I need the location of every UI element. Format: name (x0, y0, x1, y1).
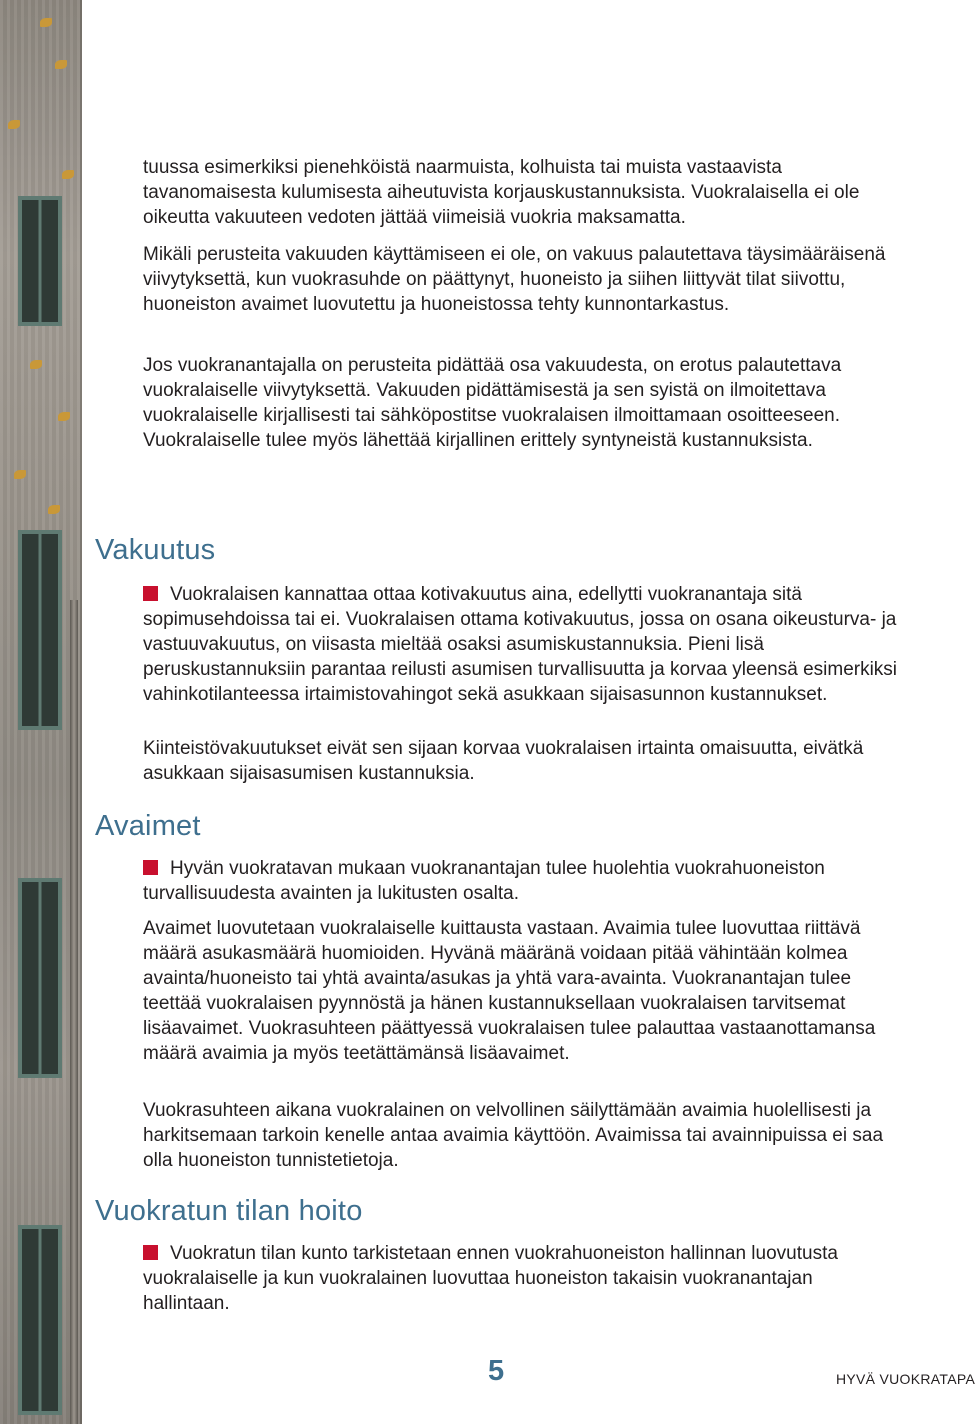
section-heading-avaimet: Avaimet (95, 810, 201, 842)
footer-brand: HYVÄ VUOKRATAPA (836, 1371, 975, 1387)
body-paragraph: Kiinteistövakuutukset eivät sen sijaan korvaa vuokralaisen irtainta omaisuutta, eivätkä asukkaan sijaisasumisen kustannuksia. (143, 738, 864, 784)
section-heading-hoito: Vuokratun tilan hoito (95, 1195, 363, 1227)
bullet-square-icon (143, 586, 158, 601)
building-window (18, 878, 62, 1078)
photo-edge (80, 0, 82, 1424)
building-window (18, 1225, 62, 1415)
body-paragraph: tuussa esimerkiksi pienehköistä naarmuista, kolhuista tai muista vastaavista tavanomaisesta kulumisesta aiheutuvista korjauskustannuksista. Vuokralaisella ei ole oikeutta vakuuteen vedoten jättää viimeisiä vuokria maksamatta. (143, 157, 860, 228)
drain-pipe (70, 600, 78, 1424)
page-number: 5 (488, 1355, 505, 1387)
autumn-leaf (58, 412, 70, 421)
body-paragraph: Avaimet luovutetaan vuokralaiselle kuittausta vastaan. Avaimia tulee luovuttaa riittävä määrä asukasmäärä huomioiden. Hyvänä määränä voidaan pitää vähintään kolmea avainta/huoneisto tai yhtä avainta/asukas ja yhtä vara-avainta. Vuokranantajan tulee teettää vuokralaisen pyynnöstä ja hänen kustannuksellaan vuokralaisen tarvitsemat lisäavaimet. Vuokrasuhteen päättyessä vuokralaisen tulee palauttaa vastaanottamansa määrä avaimia ja myös teetättämänsä lisäavaimet. (143, 918, 876, 1064)
autumn-leaf (48, 505, 60, 514)
bullet-text: Vuokratun tilan kunto tarkistetaan ennen vuokrahuoneiston hallinnan luovutusta vuokralaiselle ja kun vuokralainen luovuttaa huoneiston takaisin vuokranantajan hallintaan. (143, 1243, 838, 1314)
bullet-paragraph (143, 582, 903, 707)
bullet-paragraph (143, 1241, 903, 1316)
autumn-leaf (30, 360, 42, 369)
bullet-square-icon (143, 1245, 158, 1260)
body-paragraph: Jos vuokranantajalla on perusteita pidättää osa vakuudesta, on erotus palautettava vuokralaiselle viivytyksettä. Vakuuden pidättämisestä ja sen syistä on ilmoitettava vuokralaiselle kirjallisesti tai sähköpostitse vuokralaisen ilmoittamaan osoitteeseen. Vuokralaiselle tulee myös lähettää kirjallinen erittely syntyneistä kustannuksista. (143, 355, 842, 451)
building-window (18, 196, 62, 326)
bullet-square-icon (143, 860, 158, 875)
autumn-leaf (62, 170, 74, 179)
autumn-leaf (14, 470, 26, 479)
building-window (18, 530, 62, 730)
autumn-leaf (55, 60, 67, 69)
bullet-paragraph (143, 856, 903, 906)
autumn-leaf (8, 120, 20, 129)
bullet-text: Hyvän vuokratavan mukaan vuokranantajan tulee huolehtia vuokrahuoneiston turvallisuudesta avainten ja lukitusten osalta. (143, 858, 825, 904)
section-heading-vakuutus: Vakuutus (95, 534, 216, 566)
body-paragraph: Vuokrasuhteen aikana vuokralainen on velvollinen säilyttämään avaimia huolellisesti ja harkitsemaan tarkoin kenelle antaa avaimia käyttöön. Avaimissa tai avainnipuissa ei saa olla huoneiston tunnistetietoja. (143, 1100, 884, 1171)
body-paragraph: Mikäli perusteita vakuuden käyttämiseen ei ole, on vakuus palautettava täysimääräisenä viivytyksettä, kun vuokrasuhde on päättynyt, huoneisto ja siihen liittyvät tilat siivottu, huoneiston avaimet luovutettu ja huoneistossa tehty kunnontarkastus. (143, 244, 886, 315)
bullet-text: Vuokralaisen kannattaa ottaa kotivakuutus aina, edellytti vuokranantaja sitä sopimusehdoissa tai ei. Vuokralaisen ottama kotivakuutus, jossa on osana oikeusturva- ja vastuuvakuutus, on viisasta mieltää osaksi asumiskustannuksia. Pieni lisä peruskustannuksiin parantaa reilusti asumisen turvallisuutta ja korvaa yleensä esimerkiksi vahinkotilanteessa irtaimistovahingot sekä asukkaan sijaisasunnon kustannukset. (143, 584, 898, 705)
autumn-leaf (40, 18, 52, 27)
building-photo-strip (0, 0, 82, 1424)
